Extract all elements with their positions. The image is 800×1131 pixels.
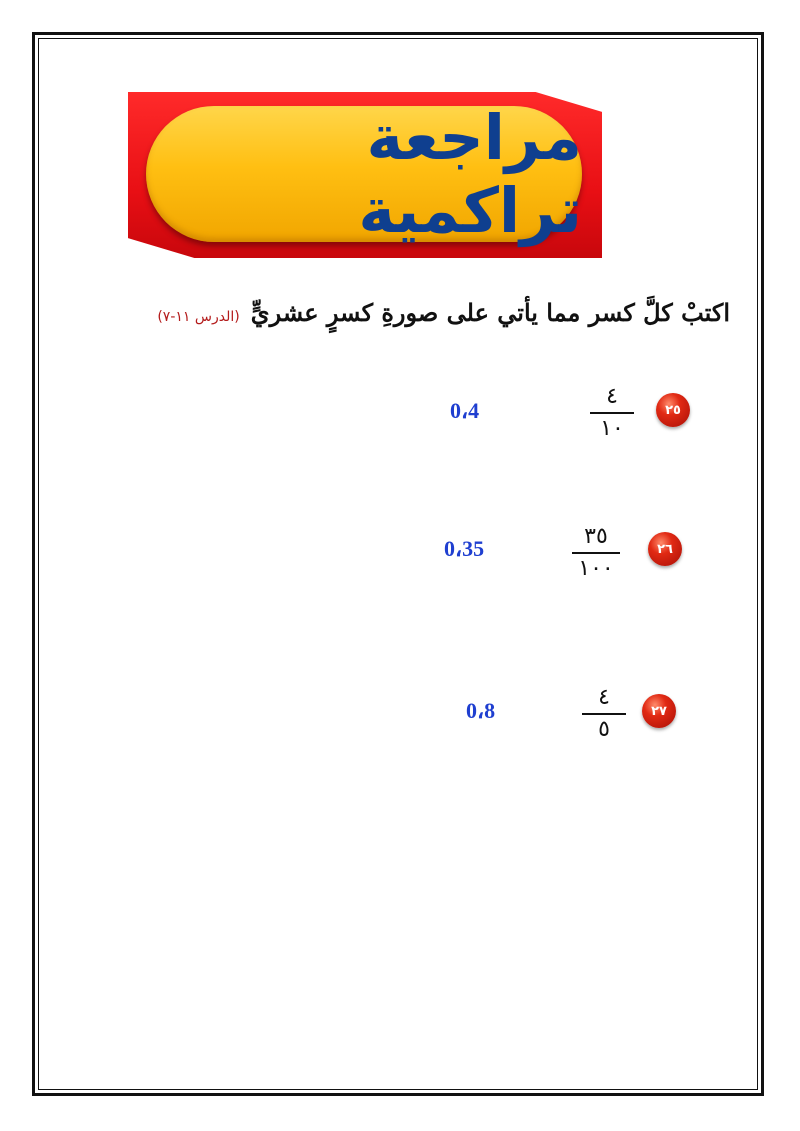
fraction [566, 524, 626, 582]
answer-text: 0،4 [450, 398, 480, 423]
fraction-numerator: ٣٥ [584, 524, 608, 549]
fraction-denominator: ١٠٠ [578, 556, 614, 581]
fraction-denominator: ١٠ [600, 416, 624, 441]
fraction [576, 685, 632, 743]
fraction-bar [572, 552, 620, 554]
exercise-instruction [130, 298, 730, 327]
answer-text: 0،35 [444, 536, 485, 561]
fraction-numerator: ٤ [598, 685, 610, 710]
exercise-number-badge: ٢٧ [642, 694, 676, 728]
exercise-number-badge: ٢٥ [656, 393, 690, 427]
lesson-reference: (الدرس ١١-٧) [157, 309, 240, 325]
answer-text: 0،8 [466, 698, 496, 723]
fraction-denominator: ٥ [598, 717, 610, 742]
fraction [584, 384, 640, 442]
page-title: مراجعة تراكمية [358, 101, 582, 247]
exercise-number-badge: ٢٦ [648, 532, 682, 566]
fraction-numerator: ٤ [606, 384, 618, 409]
instruction-text: اكتبْ كلَّ كسر مما يأتي على صورةِ كسرٍ عشريٍّ [250, 298, 730, 327]
fraction-bar [590, 412, 634, 414]
fraction-bar [582, 713, 626, 715]
